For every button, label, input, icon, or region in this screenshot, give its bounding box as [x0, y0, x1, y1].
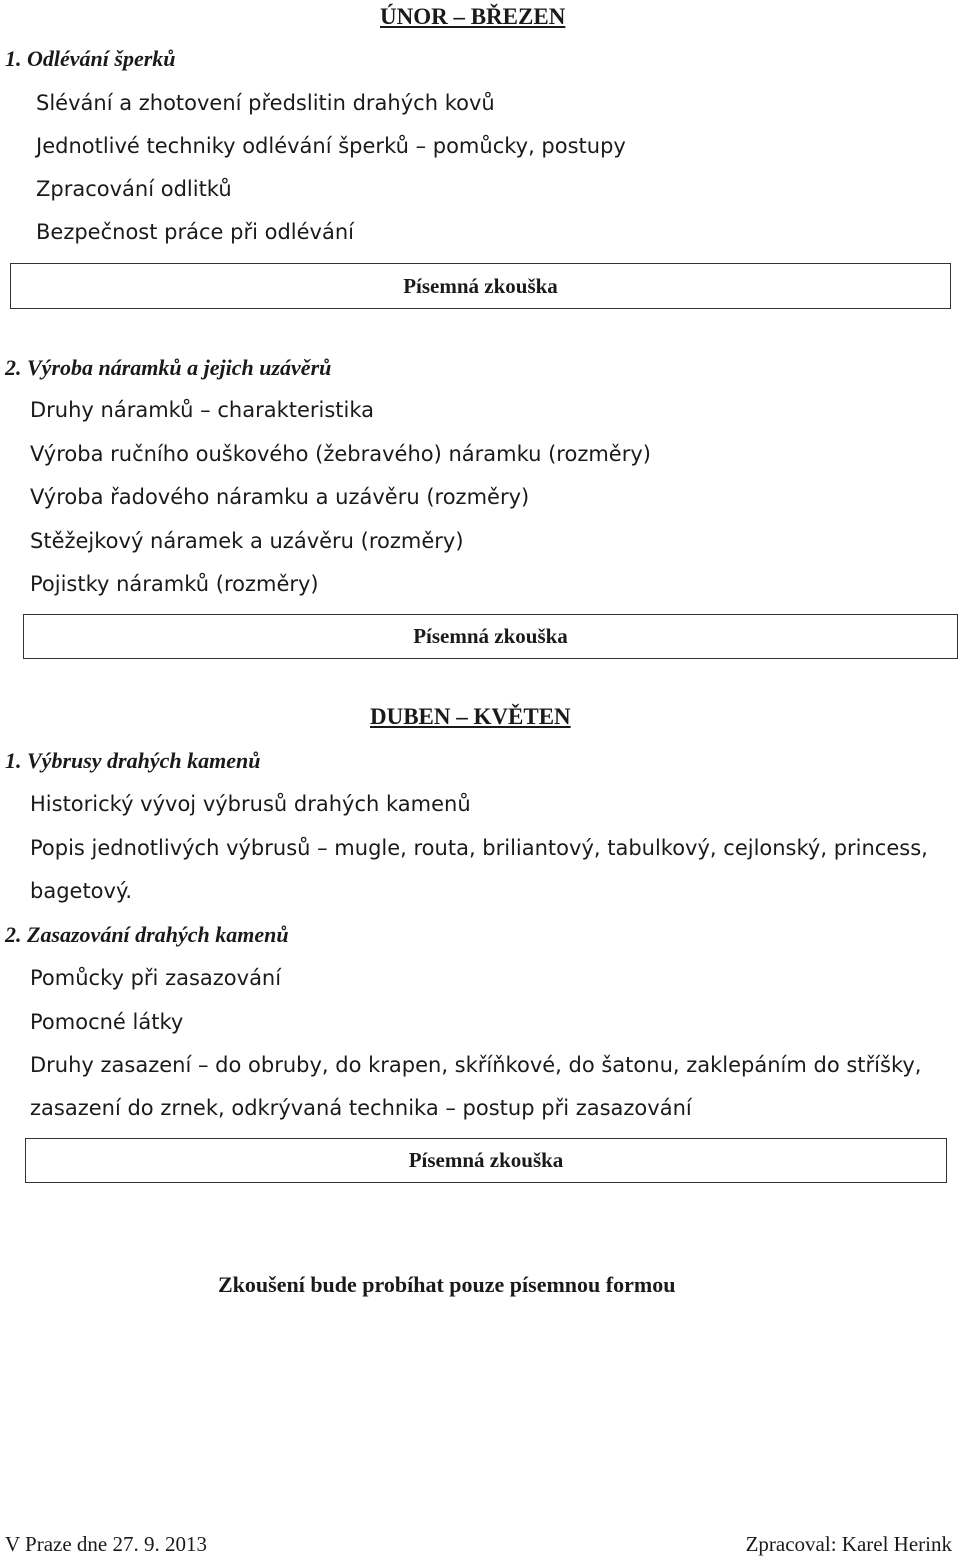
topic-item: Pojistky náramků (rozměry) — [30, 572, 319, 596]
period-heading-feb-mar: ÚNOR – BŘEZEN — [380, 4, 566, 29]
topic-item: Stěžejkový náramek a uzávěru (rozměry) — [30, 529, 464, 553]
footer-place-date: V Praze dne 27. 9. 2013 — [5, 1532, 207, 1556]
topic-heading-stone-setting: 2. Zasazování drahých kamenů — [5, 922, 289, 947]
exam-label: Písemná zkouška — [413, 624, 568, 648]
topic-item: Jednotlivé techniky odlévání šperků – pomůcky, postupy — [36, 134, 626, 158]
topic-item: Druhy náramků – charakteristika — [30, 398, 375, 422]
topic-item: Druhy zasazení – do obruby, do krapen, skříňkové, do šatonu, zaklepáním do stříšky, — [30, 1053, 922, 1077]
footer-author: Zpracoval: Karel Herink — [745, 1532, 952, 1556]
topic-item: Zpracování odlitků — [36, 177, 232, 201]
closing-note: Zkoušení bude probíhat pouze písemnou formou — [218, 1272, 676, 1297]
topic-item: bagetový. — [30, 879, 133, 903]
exam-label: Písemná zkouška — [408, 1148, 564, 1172]
topic-item: Historický vývoj výbrusů drahých kamenů — [30, 792, 471, 816]
topic-item: Slévání a zhotovení předslitin drahých kovů — [36, 91, 495, 115]
topic-item: Pomocné látky — [30, 1010, 184, 1034]
exam-box — [25, 1138, 947, 1183]
topic-heading-bracelets: 2. Výroba náramků a jejich uzávěrů — [5, 355, 332, 380]
topic-item: Bezpečnost práce při odlévání — [36, 220, 354, 244]
exam-box — [10, 263, 951, 309]
topic-item: Výroba řadového náramku a uzávěru (rozměry) — [30, 485, 530, 509]
topic-heading-gem-cuts: 1. Výbrusy drahých kamenů — [5, 748, 261, 773]
topic-item: Výroba ručního ouškového (žebravého) náramku (rozměry) — [30, 442, 651, 466]
topic-heading-casting: 1. Odlévání šperků — [5, 46, 176, 71]
exam-label: Písemná zkouška — [403, 273, 558, 298]
topic-item: Pomůcky při zasazování — [30, 966, 282, 990]
topic-item: Popis jednotlivých výbrusů – mugle, routa, briliantový, tabulkový, cejlonský, princess, — [30, 836, 928, 860]
topic-item: zasazení do zrnek, odkrývaná technika – postup při zasazování — [30, 1096, 692, 1120]
exam-box — [23, 614, 958, 659]
period-heading-apr-may: DUBEN – KVĚTEN — [370, 704, 571, 729]
